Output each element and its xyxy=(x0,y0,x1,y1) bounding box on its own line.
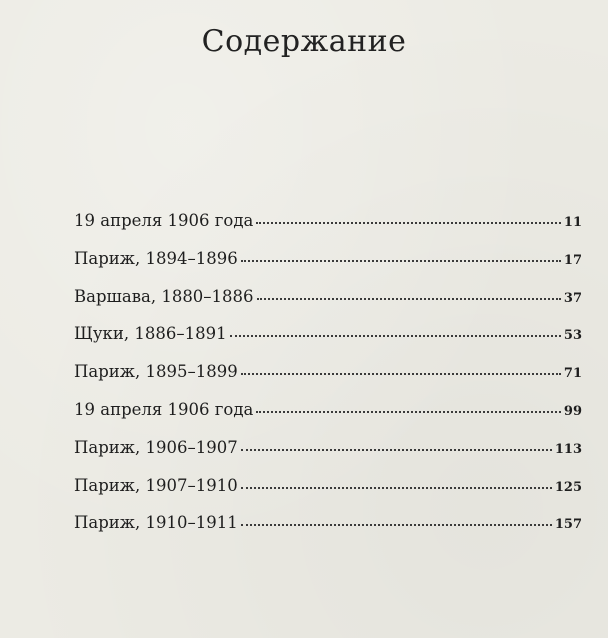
toc-entry xyxy=(74,240,582,278)
toc-entry-label: Щуки, 1886–1891 xyxy=(74,324,227,344)
toc-entry-page-number: 157 xyxy=(554,517,582,533)
toc-entry xyxy=(74,353,582,391)
toc-dot-leader xyxy=(241,448,552,451)
toc-dot-leader xyxy=(256,410,561,413)
toc-dot-leader xyxy=(241,259,561,262)
toc-entry-label: 19 апреля 1906 года xyxy=(74,211,254,230)
toc-entry xyxy=(74,467,582,505)
toc-entry xyxy=(74,429,582,467)
toc-dot-leader xyxy=(241,486,552,489)
toc-dot-leader xyxy=(241,372,561,375)
toc-entry xyxy=(74,391,582,429)
toc-entry-page-number: 71 xyxy=(563,366,582,382)
toc-dot-leader xyxy=(257,297,561,300)
toc-entry-page-number: 53 xyxy=(563,328,582,344)
table-of-contents xyxy=(74,202,582,542)
toc-dot-leader xyxy=(241,523,552,526)
toc-entry-page-number: 17 xyxy=(563,252,582,268)
toc-entry xyxy=(74,202,582,240)
toc-entry xyxy=(74,315,582,353)
toc-entry-label: Париж, 1895–1899 xyxy=(74,362,238,382)
toc-entry-label: Варшава, 1880–1886 xyxy=(74,286,254,306)
toc-entry xyxy=(74,278,582,316)
toc-entry-page-number: 113 xyxy=(554,441,582,457)
toc-entry-page-number: 99 xyxy=(563,403,582,419)
toc-dot-leader xyxy=(256,221,561,224)
toc-entry-page-number: 11 xyxy=(563,215,582,230)
toc-entry xyxy=(74,504,582,542)
toc-entry-label: Париж, 1907–1910 xyxy=(74,475,238,495)
toc-entry-page-number: 125 xyxy=(554,479,582,495)
page-title: Содержание xyxy=(201,24,407,59)
toc-entry-label: 19 апреля 1906 года xyxy=(74,399,254,419)
toc-entry-label: Париж, 1906–1907 xyxy=(74,437,238,457)
toc-entry-page-number: 37 xyxy=(563,290,582,306)
toc-entry-label: Париж, 1910–1911 xyxy=(74,513,238,533)
toc-entry-label: Париж, 1894–1896 xyxy=(74,248,238,268)
toc-dot-leader xyxy=(230,334,561,337)
